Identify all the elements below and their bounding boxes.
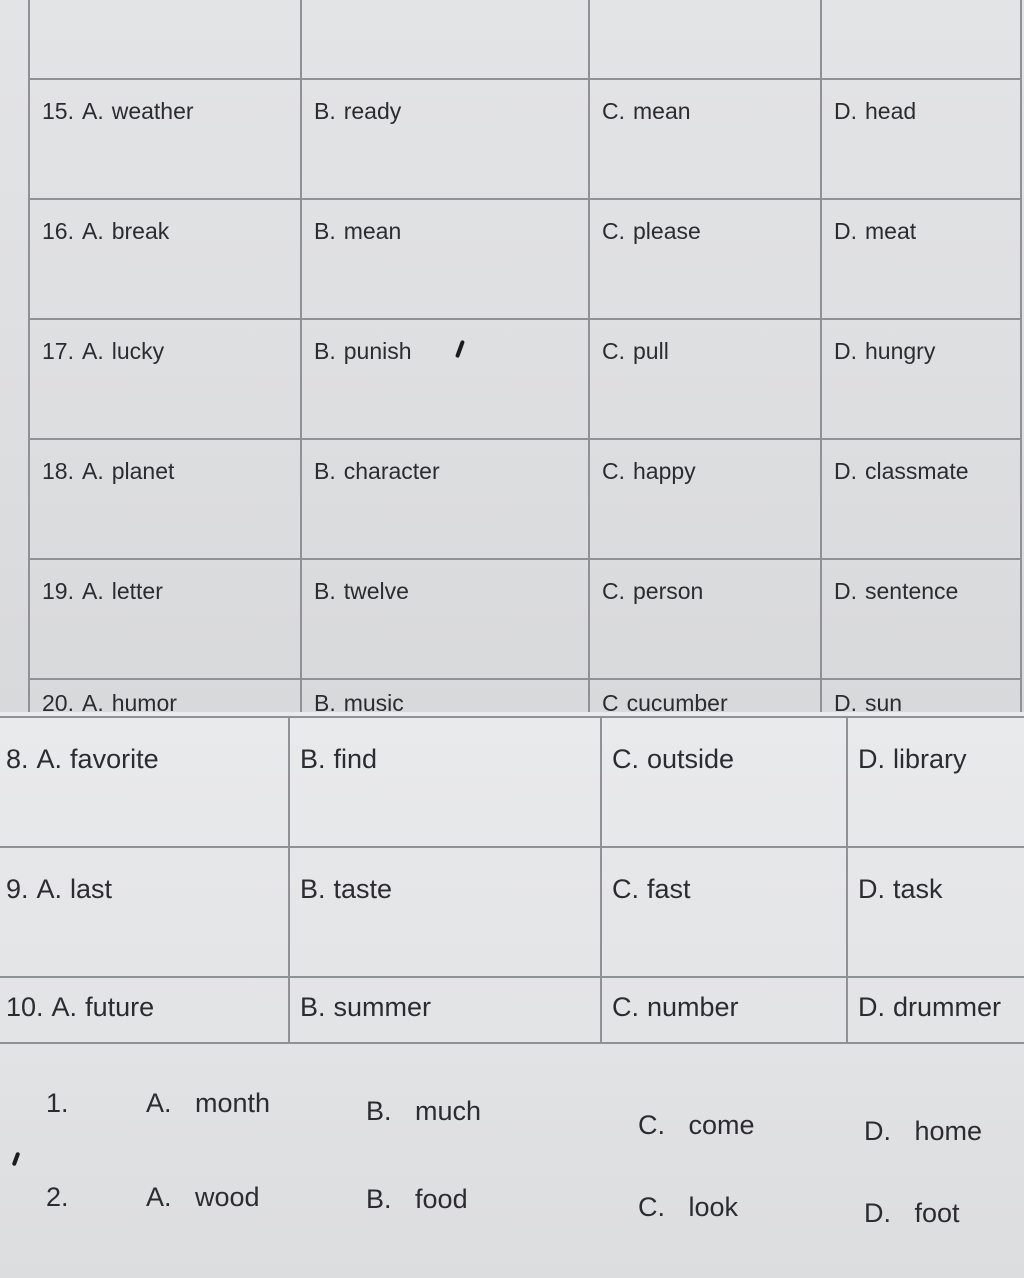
option-word: library [893, 744, 967, 774]
option-letter: C. [612, 874, 639, 904]
option-word: much [415, 1096, 482, 1126]
table-row [29, 0, 1021, 79]
option-word: taste [333, 874, 393, 904]
option-letter: A. [81, 458, 104, 484]
question-row-17 [29, 319, 1021, 439]
option-word: find [333, 744, 378, 774]
option-letter: C. [602, 578, 625, 604]
question-number: 17. [42, 338, 74, 364]
question-number: 18. [42, 458, 74, 484]
option-word: cucumber [626, 690, 728, 712]
pen-mark [12, 1152, 21, 1167]
question-row-1 [40, 1082, 1000, 1176]
option-letter: A. [36, 744, 63, 774]
option-word: please [633, 218, 701, 244]
option-word: food [415, 1184, 468, 1214]
question-number: 20. [42, 690, 74, 712]
option-letter: C. [638, 1192, 665, 1222]
option-letter: A. [146, 1088, 172, 1118]
question-list-1-2 [40, 1082, 1000, 1270]
option-word: month [195, 1088, 271, 1118]
option-word: mean [343, 218, 402, 244]
option-letter: A. [36, 874, 63, 904]
option-word: break [111, 218, 170, 244]
option-word: meat [865, 218, 917, 244]
option-letter: C. [638, 1110, 665, 1140]
option-letter: B. [314, 338, 336, 364]
option-letter: B. [300, 992, 326, 1022]
question-number: 19. [42, 578, 74, 604]
option-word: person [633, 578, 704, 604]
question-row-19 [29, 559, 1021, 679]
option-word: lucky [111, 338, 165, 364]
option-word: head [865, 98, 917, 124]
option-word: home [914, 1116, 983, 1146]
option-letter: D. [834, 338, 857, 364]
option-word: foot [914, 1198, 960, 1228]
option-word: mean [633, 98, 691, 124]
question-row-20 [29, 679, 1021, 712]
option-letter: D. [834, 578, 857, 604]
option-word: fast [647, 874, 691, 904]
option-letter: D. [834, 98, 857, 124]
option-word: twelve [343, 578, 409, 604]
option-letter: B. [314, 578, 336, 604]
option-word: outside [647, 744, 735, 774]
option-word: summer [333, 992, 432, 1022]
option-word: come [688, 1110, 755, 1140]
worksheet-photo-bottom [0, 1064, 1024, 1278]
option-letter: A. [81, 218, 104, 244]
option-letter: B. [314, 690, 336, 712]
table-cell [589, 0, 821, 79]
option-letter: D. [858, 744, 885, 774]
question-number: 1. [46, 1088, 69, 1118]
option-letter: A. [146, 1182, 172, 1212]
option-letter: B. [314, 98, 336, 124]
option-letter: A. [81, 578, 104, 604]
option-word: music [343, 690, 404, 712]
question-number: 16. [42, 218, 74, 244]
option-letter: D. [858, 992, 885, 1022]
option-letter: D. [834, 690, 857, 712]
option-letter: D. [858, 874, 885, 904]
option-word: classmate [865, 458, 969, 484]
option-letter: C. [602, 218, 625, 244]
option-word: look [688, 1192, 739, 1222]
option-word: planet [111, 458, 175, 484]
question-number: 9. [6, 874, 29, 904]
option-letter: D. [834, 458, 857, 484]
option-word: pull [633, 338, 669, 364]
option-word: task [893, 874, 943, 904]
option-word: weather [111, 98, 194, 124]
option-word: ready [343, 98, 402, 124]
option-word: punish [343, 338, 412, 364]
option-letter: A. [51, 992, 78, 1022]
option-letter: C. [602, 338, 625, 364]
worksheet-photo-middle [0, 712, 1024, 1064]
option-letter: C [602, 690, 619, 712]
option-word: hungry [865, 338, 936, 364]
option-word: character [343, 458, 440, 484]
table-cell [301, 0, 589, 79]
option-letter: B. [300, 874, 326, 904]
question-row-8 [0, 717, 1024, 847]
question-table-15-20 [28, 0, 1022, 712]
table-cell [29, 0, 301, 79]
option-word: letter [111, 578, 163, 604]
option-letter: B. [366, 1184, 392, 1214]
option-letter: C. [602, 98, 625, 124]
question-row-10 [0, 977, 1024, 1043]
question-number: 10. [6, 992, 44, 1022]
option-word: wood [195, 1182, 260, 1212]
option-word: humor [111, 690, 177, 712]
option-letter: A. [81, 98, 104, 124]
option-word: sun [865, 690, 903, 712]
option-word: happy [633, 458, 696, 484]
option-word: future [85, 992, 155, 1022]
option-letter: D. [864, 1116, 891, 1146]
option-letter: C. [612, 744, 639, 774]
question-row-16 [29, 199, 1021, 319]
option-word: last [70, 874, 113, 904]
option-word: drummer [893, 992, 1002, 1022]
option-letter: A. [81, 338, 104, 364]
option-letter: B. [314, 458, 336, 484]
table-cell [821, 0, 1021, 79]
question-row-2 [40, 1176, 1000, 1270]
option-letter: D. [834, 218, 857, 244]
option-letter: B. [366, 1096, 392, 1126]
option-letter: C. [602, 458, 625, 484]
question-number: 15. [42, 98, 74, 124]
option-letter: B. [300, 744, 326, 774]
option-word: number [647, 992, 739, 1022]
question-number: 2. [46, 1182, 69, 1212]
option-letter: D. [864, 1198, 891, 1228]
option-letter: B. [314, 218, 336, 244]
question-row-18 [29, 439, 1021, 559]
option-letter: A. [81, 690, 104, 712]
option-word: favorite [70, 744, 159, 774]
option-letter: C. [612, 992, 639, 1022]
question-number: 8. [6, 744, 29, 774]
option-word: sentence [865, 578, 959, 604]
question-table-8-10 [0, 716, 1024, 1044]
question-row-9 [0, 847, 1024, 977]
question-row-15 [29, 79, 1021, 199]
